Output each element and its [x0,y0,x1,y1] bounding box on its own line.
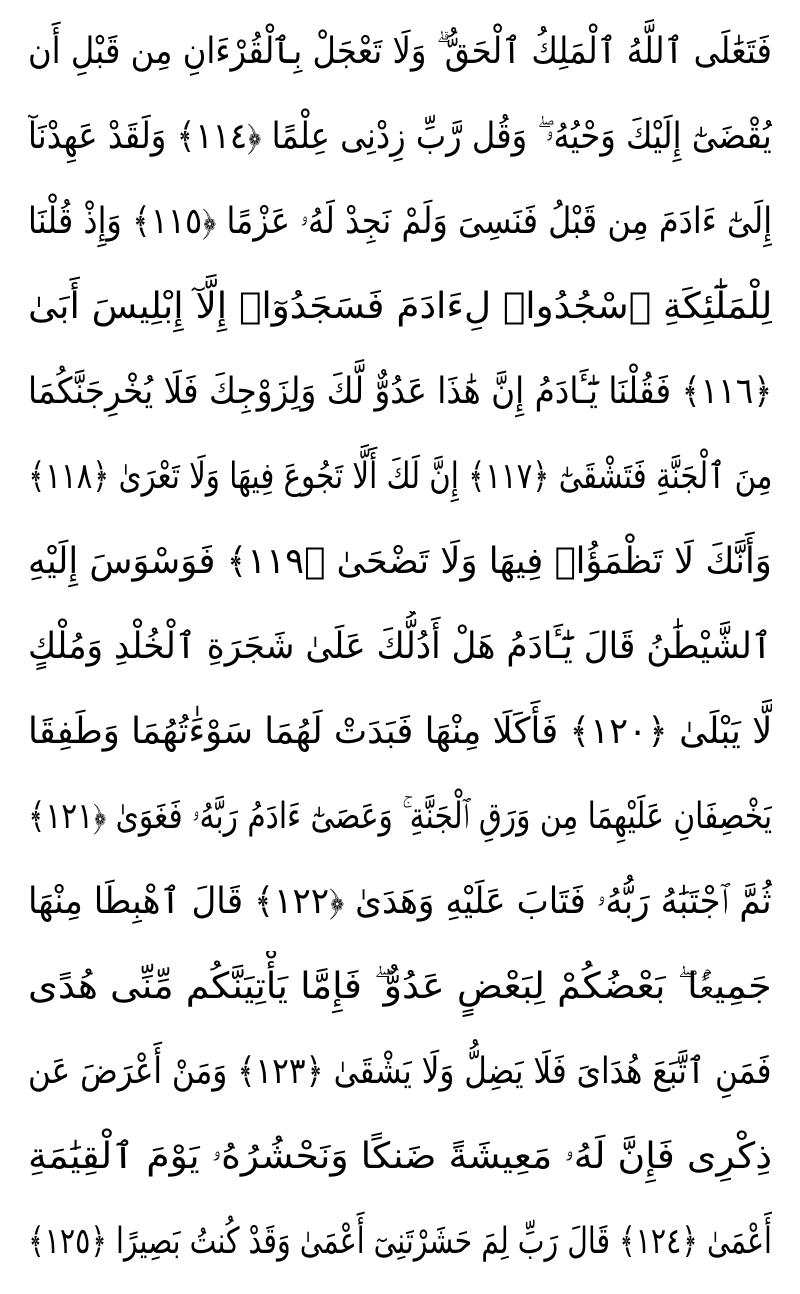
line-text: أَعْمَىٰ ﴿١٢٤﴾ قَالَ رَبِّ لِمَ حَشَرْتَنِىٓ أَعْمَىٰ وَقَدْ كُنتُ بَصِيرًا ﴿١٢٥﴾ [28,1221,772,1262]
line-text: مِنَ ٱلْجَنَّةِ فَتَشْقَىٰٓ ﴿١١٧﴾ إِنَّ لَكَ أَلَّا تَجُوعَ فِيهَا وَلَا تَعْرَىٰ ﴿١١٨﴾ [28,456,772,497]
line-text: يُقْضَىٰٓ إِلَيْكَ وَحْيُهُۥ ۖ وَقُل رَّبِّ زِدْنِى عِلْمًا ﴿١١٤﴾ وَلَقَدْ عَهِدْنَآ [28,116,772,157]
mushaf-page [28,16,772,1278]
text-line-1 [28,16,772,88]
text-line-14 [28,1121,772,1193]
line-text: لَّا يَبْلَىٰ ﴿١٢٠﴾ فَأَكَلَا مِنْهَا فَبَدَتْ لَهُمَا سَوْءَٰتُهُمَا وَطَفِقَا [28,711,772,752]
text-line-5 [28,356,772,428]
text-line-8 [28,611,772,683]
line-text: جَمِيعًۢا ۖ بَعْضُكُمْ لِبَعْضٍ عَدُوٌّ ۖ فَإِمَّا يَأْتِيَنَّكُم مِّنِّى هُدًى [28,966,772,1007]
line-text: لِلْمَلَٰٓئِكَةِ ٱسْجُدُوا۟ لِءَادَمَ فَسَجَدُوٓا۟ إِلَّآ إِبْلِيسَ أَبَىٰ [28,286,772,327]
line-text: ﴿١١٦﴾ فَقُلْنَا يَٰٓـَٔادَمُ إِنَّ هَٰذَا عَدُوٌّ لَّكَ وَلِزَوْجِكَ فَلَا يُخْرِجَنَّكُمَا [28,371,772,412]
text-line-6 [28,441,772,513]
text-line-9 [28,696,772,768]
line-text: وَأَنَّكَ لَا تَظْمَؤُا۟ فِيهَا وَلَا تَضْحَىٰ ﴿١١٩﴾ فَوَسْوَسَ إِلَيْهِ [28,541,772,582]
line-text: ٱلشَّيْطَٰنُ قَالَ يَٰٓـَٔادَمُ هَلْ أَدُلُّكَ عَلَىٰ شَجَرَةِ ٱلْخُلْدِ وَمُلْكٍ [28,626,772,667]
text-line-10 [28,781,772,853]
text-line-15 [28,1206,772,1278]
line-text: ثُمَّ ٱجْتَبَٰهُ رَبُّهُۥ فَتَابَ عَلَيْهِ وَهَدَىٰ ﴿١٢٢﴾ قَالَ ٱهْبِطَا مِنْهَا [28,881,772,922]
text-line-2 [28,101,772,173]
text-line-7 [28,526,772,598]
line-text: فَتَعَٰلَى ٱللَّهُ ٱلْمَلِكُ ٱلْحَقُّ ۗ وَلَا تَعْجَلْ بِٱلْقُرْءَانِ مِن قَبْلِ أَن [28,31,772,72]
text-line-11 [28,866,772,938]
text-line-12 [28,951,772,1023]
text-line-13 [28,1036,772,1108]
line-text: فَمَنِ ٱتَّبَعَ هُدَاىَ فَلَا يَضِلُّ وَلَا يَشْقَىٰ ﴿١٢٣﴾ وَمَنْ أَعْرَضَ عَن [28,1051,772,1092]
text-line-4 [28,271,772,343]
text-line-3 [28,186,772,258]
line-text: يَخْصِفَانِ عَلَيْهِمَا مِن وَرَقِ ٱلْجَنَّةِ ۚ وَعَصَىٰٓ ءَادَمُ رَبَّهُۥ فَغَوَىٰ ﴿١٢١﴾ [28,796,772,837]
line-text: إِلَىٰٓ ءَادَمَ مِن قَبْلُ فَنَسِىَ وَلَمْ نَجِدْ لَهُۥ عَزْمًا ﴿١١٥﴾ وَإِذْ قُلْنَا [28,201,772,242]
line-text: ذِكْرِى فَإِنَّ لَهُۥ مَعِيشَةً ضَنكًا وَنَحْشُرُهُۥ يَوْمَ ٱلْقِيَٰمَةِ [28,1136,772,1177]
